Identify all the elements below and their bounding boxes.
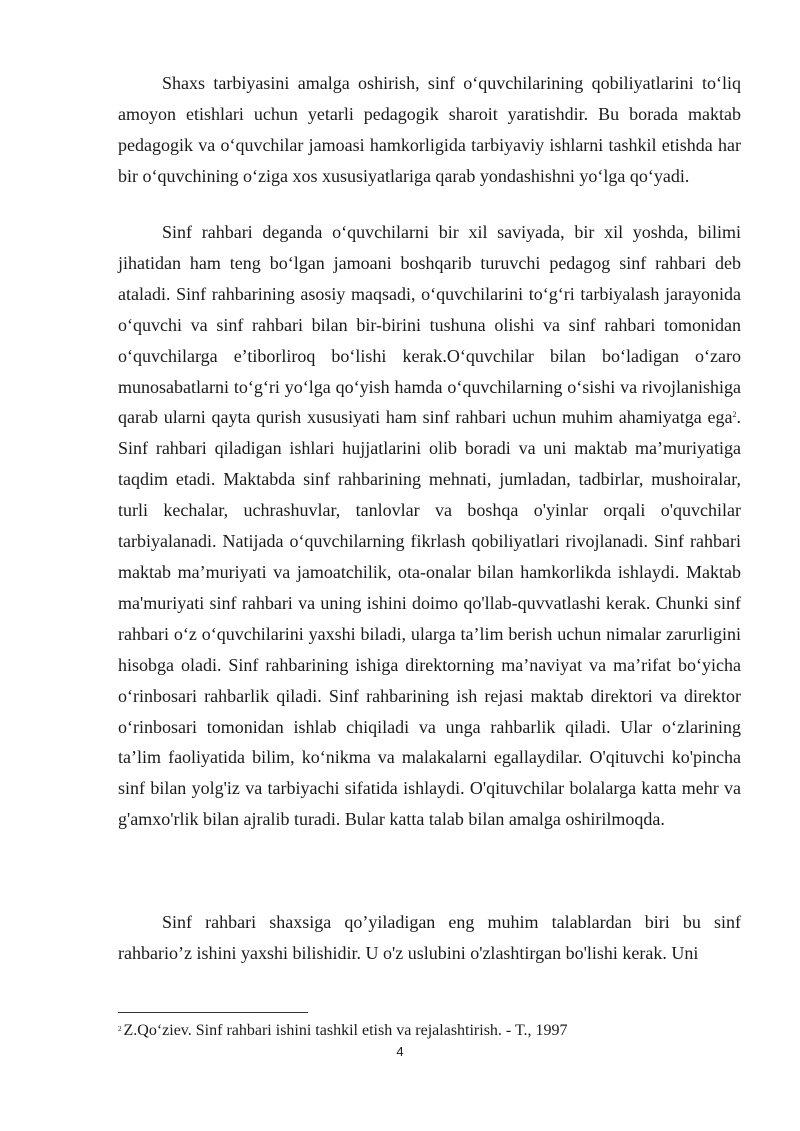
footnote-separator <box>118 1012 308 1013</box>
footnote <box>118 1021 568 1041</box>
paragraph-2-text-after-ref: . Sinf rahbari qiladigan ishlari hujjatlarini olib boradi va uni maktab ma’muriyatiga taqdim etadi. Maktabda sinf rahbarining mehnati, jumladan, tadbirlar, mushoiralar, turli kechalar, uchrashuvlar, tanlovlar va boshqa o'yinlar orqali o'quvchilar tarbiyalanadi. Natijada o‘quvchilarning fikrlash qobiliyatlari rivojlanadi. Sinf rahbari maktab ma’muriyati va jamoatchilik, ota-onalar bilan hamkorlikda ishlaydi. Maktab ma'muriyati sinf rahbari va uning ishini doimo qo'llab-quvvatlashi kerak. Chunki sinf rahbari o‘z o‘quvchilarini yaxshi biladi, ularga ta’lim berish uchun nimalar zarurligini hisobga oladi. Sinf rahbarining ishiga direktorning ma’naviyat va ma’rifat bo‘yicha o‘rinbosari rahbarlik qiladi. Sinf rahbarining ish rejasi maktab direktori va direktor o‘rinbosari tomonidan ishlab chiqiladi va unga rahbarlik qiladi. Ular o‘zlarining ta’lim faoliyatida bilim, ko‘nikma va malakalarni egallaydilar. O'qituvchi ko'pincha sinf bilan yolg'iz va tarbiyachi sifatida ishlaydi. O'qituvchilar bolalarga katta mehr va g'amxo'rlik bilan ajralib turadi. Bular katta talab bilan amalga oshirilmoqda. <box>118 407 741 830</box>
paragraph-1: Shaxs tarbiyasini amalga oshirish, sinf o‘quvchilarining qobiliyatlarini to‘liq amoyon etishlari uchun yetarli pedagogik sharoit yaratishdir. Bu borada maktab pedagogik va o‘quvchilar jamoasi hamkorligida tarbiyaviy ishlarni tashkil etishda har bir o‘quvchining o‘ziga xos xususiyatlariga qarab yondashishni yo‘lga qo‘yadi. <box>118 73 741 186</box>
paragraph-2-text-before-ref: Sinf rahbari deganda o‘quvchilarni bir xil saviyada, bir xil yoshda, bilimi jihatidan ham teng bo‘lgan jamoani boshqarib turuvchi pedagog sinf rahbari deb ataladi. Sinf rahbarining asosiy maqsadi, o‘quvchilarini to‘g‘ri tarbiyalash jarayonida o‘quvchi va sinf rahbari bilan bir-birini tushuna olishi va sinf rahbari tomonidan o‘quvchilarga e’tiborliroq bo‘lishi kerak.O‘quvchilar bilan bo‘ladigan o‘zaro munosabatlarni to‘g‘ri yo‘lga qo‘yish hamda o‘quvchilarning o‘sishi va rivojlanishiga qarab ularni qayta qurish xususiyati ham sinf rahbari uchun muhim ahamiyatga ega <box>118 222 741 428</box>
footnote-number: 2 <box>118 1025 122 1033</box>
footnote-reference: 2 <box>732 410 737 420</box>
paragraph-2 <box>118 217 741 835</box>
footnote-text: Z.Qo‘ziev. Sinf rahbari ishini tashkil etish va rejalashtirish. - T., 1997 <box>123 1022 568 1039</box>
paragraph-3: Sinf rahbari shaxsiga qo’yiladigan eng muhim talablardan biri bu sinf rahbario’z ishini yaxshi bilishidir. U o'z uslubini o'zlashtirgan bo'lishi kerak. Uni <box>118 912 741 963</box>
page-number: 4 <box>396 1044 404 1059</box>
